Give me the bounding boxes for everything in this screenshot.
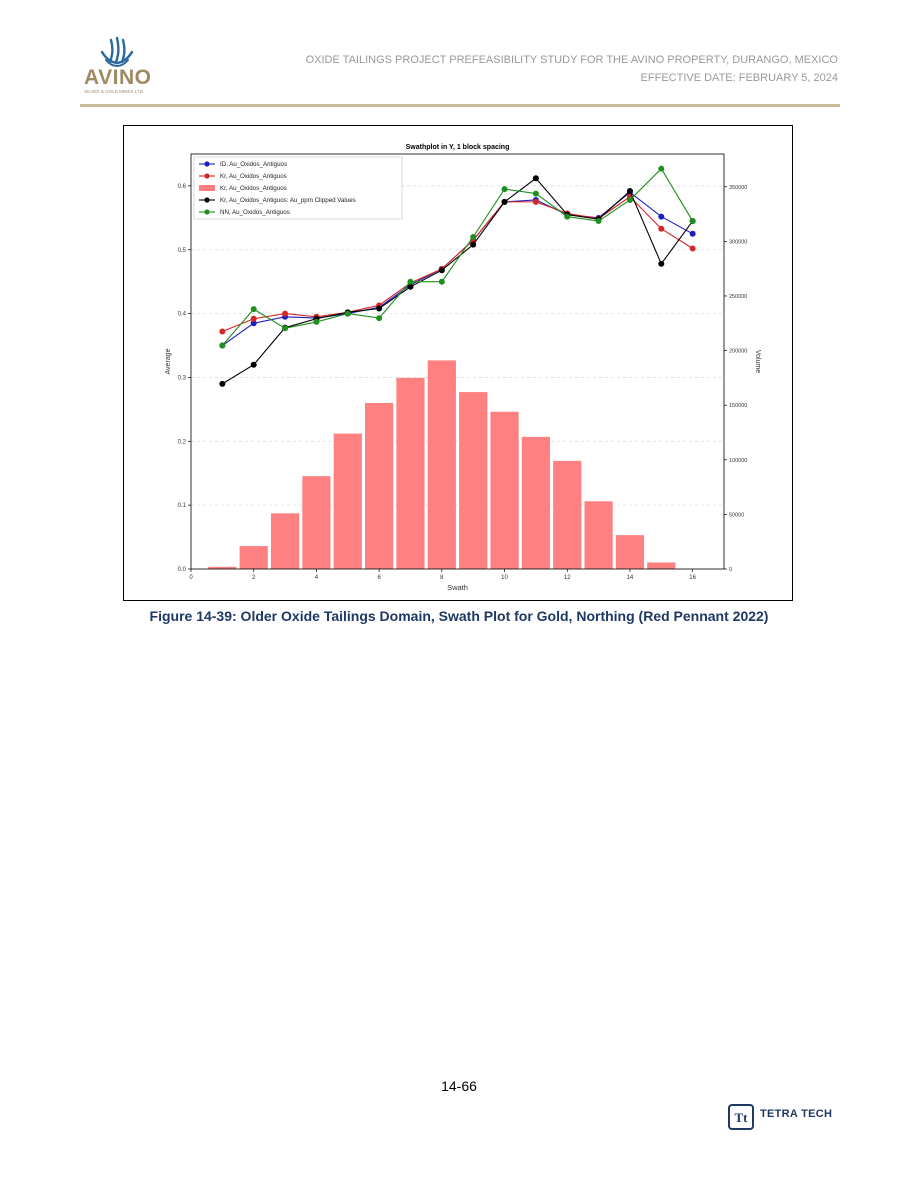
y2-tick-label: 150000 <box>729 403 748 410</box>
volume-bar <box>334 434 362 569</box>
logo-wordmark: AVINO <box>84 66 152 89</box>
series-point <box>219 343 225 349</box>
series-point <box>251 362 257 368</box>
series-point <box>282 325 288 331</box>
svg-text:Tt: Tt <box>734 1110 748 1125</box>
x-tick-label: 0 <box>189 575 193 581</box>
series-point <box>627 188 633 194</box>
y-tick-label: 0.6 <box>177 183 186 190</box>
series-point <box>251 306 257 312</box>
figure-frame <box>123 125 793 601</box>
logo-subtitle: SILVER & GOLD MINES LTD. <box>84 89 145 94</box>
volume-bar <box>647 562 675 569</box>
legend-label: Kr, Au_Oxidos_Antiguos <box>220 173 287 181</box>
x-tick-label: 16 <box>689 575 696 581</box>
series-point <box>470 242 476 248</box>
series-point <box>564 214 570 220</box>
volume-bar <box>428 360 456 569</box>
y-tick-label: 0.0 <box>177 567 186 573</box>
y2-tick-label: 100000 <box>729 457 748 464</box>
series-point <box>533 199 539 205</box>
volume-bar <box>553 461 581 569</box>
volume-bar <box>522 437 550 569</box>
volume-bar <box>584 501 612 569</box>
series-point <box>658 214 664 220</box>
series-point <box>627 197 633 203</box>
series-point <box>502 199 508 205</box>
tetra-tech-name: TETRA TECH <box>760 1108 833 1120</box>
volume-bar <box>240 546 268 569</box>
y2-tick-label: 0 <box>729 567 733 573</box>
y-tick-label: 0.2 <box>177 439 186 446</box>
y-tick-label: 0.5 <box>177 247 186 254</box>
y-tick-label: 0.4 <box>177 311 186 318</box>
x-tick-label: 12 <box>563 575 571 581</box>
figure-caption: Figure 14-39: Older Oxide Tailings Domain, Swath Plot for Gold, Northing (Red Pennant 2022) <box>149 608 769 624</box>
legend-swatch <box>199 185 215 191</box>
series-point <box>658 226 664 232</box>
series-point <box>690 218 696 224</box>
series-point <box>502 186 508 192</box>
series-point <box>313 319 319 325</box>
series-point <box>470 234 476 240</box>
legend-label: NN, Au_Oxidos_Antiguos <box>220 209 290 217</box>
volume-bar <box>616 535 644 569</box>
x-tick-label: 14 <box>626 575 634 581</box>
series-point <box>219 381 225 387</box>
legend-swatch-marker <box>204 197 209 202</box>
x-tick-label: 4 <box>314 575 319 581</box>
y2-tick-label: 200000 <box>729 348 748 355</box>
legend-label: ID, Au_Oxidos_Antiguos <box>220 161 288 169</box>
legend-swatch-marker <box>204 209 209 214</box>
series-point <box>251 316 257 322</box>
series-point <box>596 218 602 224</box>
series-point <box>376 315 382 321</box>
volume-bar <box>365 403 393 569</box>
y2-tick-label: 300000 <box>729 239 748 246</box>
swath-plot-chart <box>124 126 794 602</box>
volume-bar <box>396 378 424 569</box>
y-axis-label: Average <box>165 348 172 375</box>
y2-tick-label: 50000 <box>729 512 745 519</box>
y2-tick-label: 250000 <box>729 293 748 300</box>
y2-tick-label: 350000 <box>729 184 748 191</box>
page-number: 14-66 <box>441 1078 477 1094</box>
y-tick-label: 0.1 <box>177 503 186 510</box>
x-tick-label: 8 <box>440 575 444 581</box>
x-tick-label: 10 <box>501 575 508 581</box>
chart-title: Swathplot in Y, 1 block spacing <box>405 144 510 151</box>
volume-bar <box>271 513 299 569</box>
volume-bar <box>490 412 518 569</box>
header-title: OXIDE TAILINGS PROJECT PREFEASIBILITY STUDY FOR THE AVINO PROPERTY, DURANGO, MEXICO <box>305 54 838 66</box>
legend-label: Kr, Au_Oxidos_Antiguos: Au_ppm Clipped Values <box>220 197 356 205</box>
y-tick-label: 0.3 <box>177 375 186 382</box>
volume-bar <box>302 476 330 569</box>
series-point <box>658 261 664 267</box>
series-point <box>690 245 696 251</box>
tetra-tech-logo-icon <box>728 1104 754 1130</box>
series-point <box>533 175 539 181</box>
series-point <box>376 306 382 312</box>
x-tick-label: 2 <box>252 575 256 581</box>
series-point <box>439 267 445 273</box>
legend-swatch-marker <box>204 161 209 166</box>
series-point <box>219 328 225 334</box>
volume-bar <box>459 392 487 569</box>
header-effective-date: EFFECTIVE DATE: FEBRUARY 5, 2024 <box>640 72 838 84</box>
header-rule <box>80 104 840 107</box>
series-point <box>282 311 288 317</box>
legend-label: Kr, Au_Oxidos_Antiguos <box>220 185 287 193</box>
series-point <box>407 279 413 285</box>
series-point <box>690 231 696 237</box>
y2-axis-label: Volume <box>754 349 761 374</box>
legend-swatch-marker <box>204 173 209 178</box>
x-axis-label: Swath <box>447 583 468 592</box>
series-point <box>345 311 351 317</box>
series-point <box>439 279 445 285</box>
series-point <box>658 166 664 172</box>
x-tick-label: 6 <box>377 575 381 581</box>
series-point <box>533 191 539 197</box>
